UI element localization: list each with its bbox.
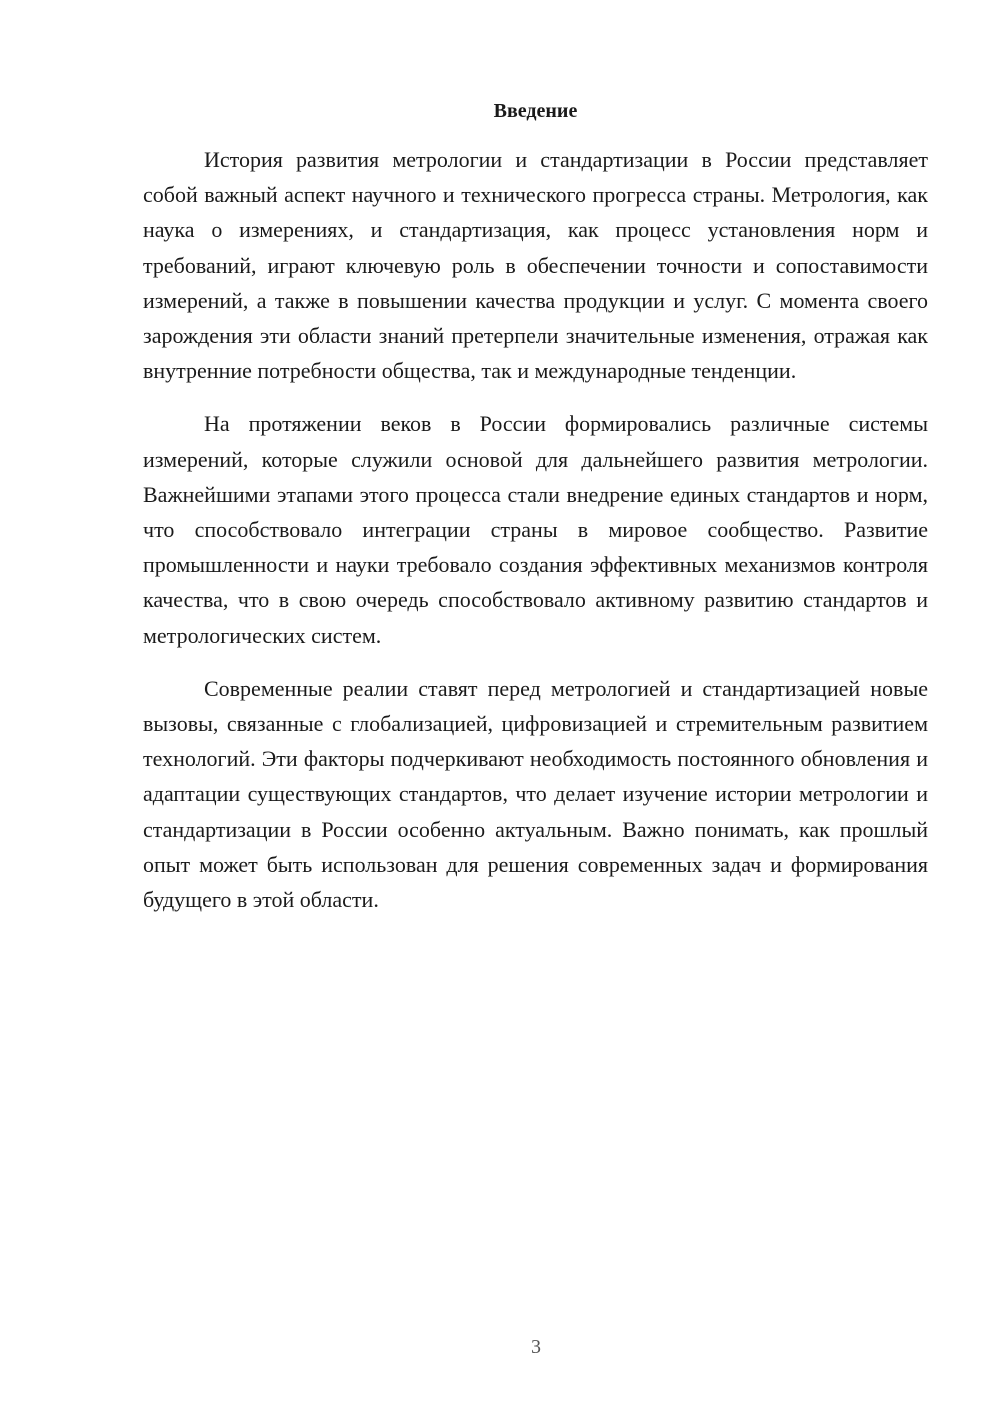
paragraph: Современные реалии ставят перед метрологией и стандартизацией новые вызовы, связанные с глобализацией, цифровизацией и стремительным развитием технологий. Эти факторы подчеркивают необходимость постоянного обновления и адаптации существующих стандартов, что делает изучение истории метрологии и стандартизации в России особенно актуальным. Важно понимать, как прошлый опыт может быть использован для решения современных задач и формирования будущего в этой области.: [143, 675, 928, 913]
page-number: 3: [531, 1336, 541, 1358]
paragraph: На протяжении веков в России формировались различные системы измерений, которые служили основой для дальнейшего развития метрологии. Важнейшими этапами этого процесса стали внедрение единых стандартов и норм, что способствовало интеграции страны в мировое сообщество. Развитие промышленности и науки требовало создания эффективных механизмов контроля качества, что в свою очередь способствовало активному развитию стандартов и метрологических систем.: [143, 411, 928, 648]
paragraph: История развития метрологии и стандартизации в России представляет собой важный аспект научного и технического прогресса страны. Метрология, как наука о измерениях, и стандартизация, как процесс установления норм и требований, играют ключевую роль в обеспечении точности и сопоставимости измерений, а также в повышении качества продукции и услуг. С момента своего зарождения эти области знаний претерпели значительные изменения, отражая как внутренние потребности общества, так и международные тенденции.: [143, 147, 928, 384]
document-body: [143, 142, 928, 935]
section-heading: Введение: [493, 100, 578, 122]
